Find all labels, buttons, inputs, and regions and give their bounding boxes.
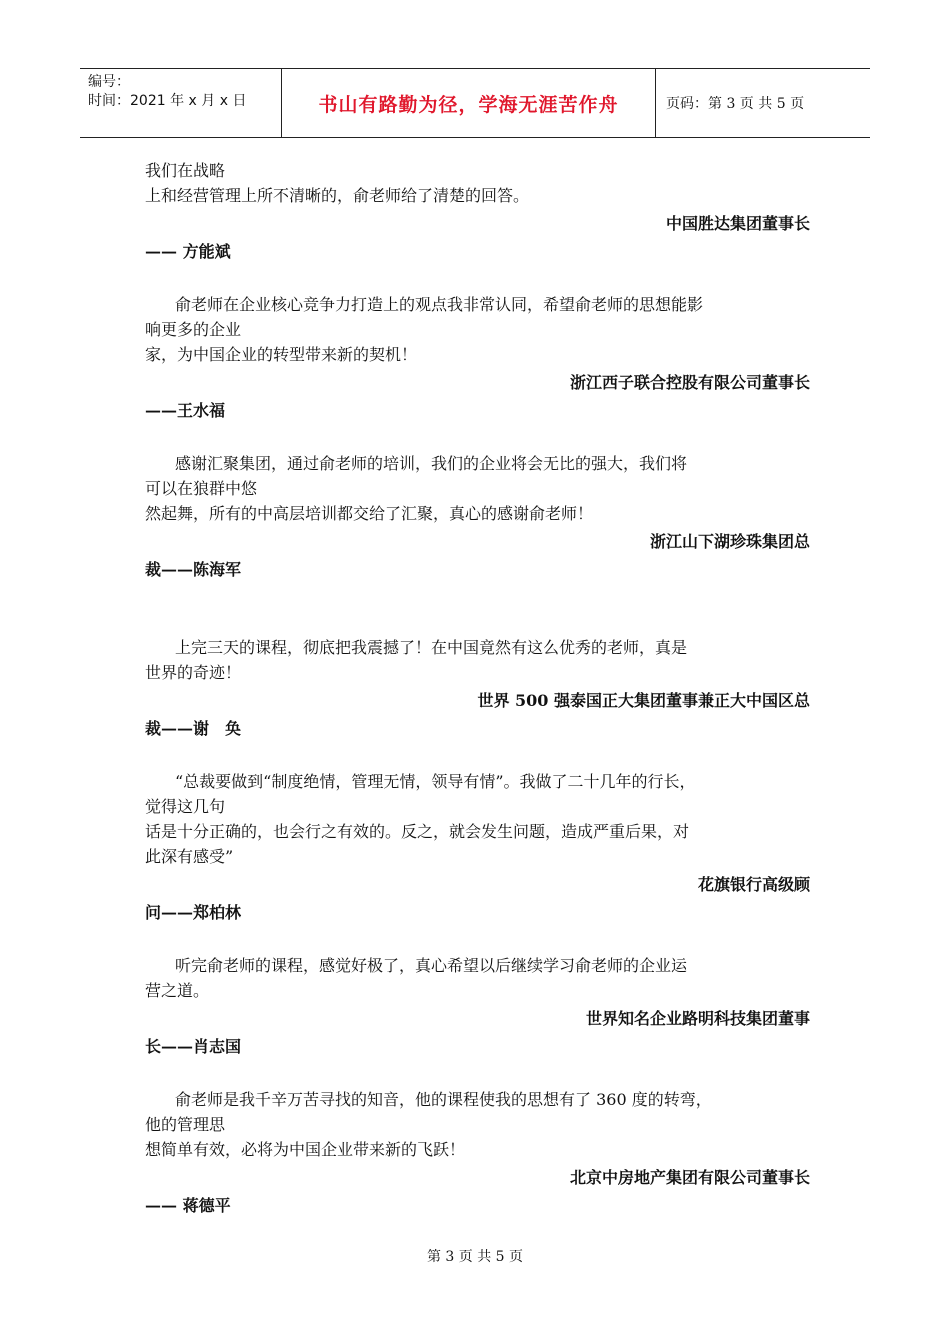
testimonial-line: 他的管理思 — [145, 1115, 226, 1134]
testimonial-title: 世界 500 强泰国正大集团董事兼正大中国区总 — [477, 691, 810, 710]
testimonial-line: 上完三天的课程，彻底把我震撼了！在中国竟然有这么优秀的老师，真是 — [175, 638, 688, 657]
page-footer: 第 3 页 共 5 页 — [426, 1249, 524, 1265]
testimonial-line: 觉得这几句 — [145, 797, 226, 816]
testimonial-line: 想简单有效，必将为中国企业带来新的飞跃！ — [145, 1140, 466, 1159]
page-header — [80, 68, 870, 138]
testimonial-line: 上和经营管理上所不清晰的，俞老师给了清楚的回答。 — [145, 186, 530, 205]
testimonial-title: 浙江西子联合控股有限公司董事长 — [569, 373, 810, 392]
testimonial-line: 响更多的企业 — [145, 320, 242, 339]
testimonial-author: 问——郑柏林 — [145, 903, 242, 922]
testimonial-title: 北京中房地产集团有限公司董事长 — [569, 1168, 810, 1187]
header-page-info: 页码：第 3 页 共 5 页 — [666, 96, 805, 112]
document-date: 时间：2021 年 x 月 x 日 — [88, 93, 247, 109]
testimonial-line: 可以在狼群中悠 — [145, 479, 258, 498]
testimonial-line: 营之道。 — [145, 981, 210, 1000]
testimonial-author: 裁——陈海军 — [145, 560, 242, 579]
testimonial-title: 世界知名企业路明科技集团董事 — [585, 1009, 810, 1028]
testimonial-author: 裁——谢 奂 — [145, 719, 242, 738]
testimonial-author: —— 蒋德平 — [145, 1196, 231, 1215]
testimonial — [145, 635, 810, 741]
testimonial-author: ——王水福 — [145, 401, 226, 420]
testimonials-body — [145, 158, 810, 1218]
document-number-label: 编号： — [88, 74, 130, 90]
testimonial-line: 听完俞老师的课程，感觉好极了，真心希望以后继续学习俞老师的企业运 — [175, 956, 688, 975]
testimonial — [145, 292, 810, 423]
testimonial-line: 此深有感受” — [145, 847, 234, 866]
testimonial-author: —— 方能斌 — [145, 242, 231, 261]
testimonial — [145, 1087, 810, 1218]
testimonial-line: 感谢汇聚集团，通过俞老师的培训，我们的企业将会无比的强大，我们将 — [175, 454, 688, 473]
testimonial-line: 然起舞，所有的中高层培训都交给了汇聚，真心的感谢俞老师！ — [145, 504, 594, 523]
testimonial-line: “总裁要做到“制度绝情，管理无情，领导有情”。我做了二十几年的行长， — [175, 772, 696, 791]
header-meta — [80, 69, 282, 137]
testimonial-title: 浙江山下湖珍珠集团总 — [649, 532, 810, 551]
testimonial-line: 世界的奇迹！ — [145, 663, 242, 682]
testimonial-line: 我们在战略 — [145, 161, 226, 180]
testimonial-title: 中国胜达集团董事长 — [665, 214, 810, 233]
testimonial-line: 俞老师在企业核心竞争力打造上的观点我非常认同，希望俞老师的思想能影 — [175, 295, 704, 314]
testimonial — [145, 953, 810, 1059]
testimonial-line: 话是十分正确的，也会行之有效的。反之，就会发生问题，造成严重后果，对 — [145, 822, 690, 841]
testimonial — [145, 451, 810, 582]
testimonial-line: 俞老师是我千辛万苦寻找的知音，他的课程使我的思想有了 360 度的转弯， — [175, 1090, 712, 1109]
testimonial-author: 长——肖志国 — [145, 1037, 242, 1056]
testimonial — [145, 769, 810, 925]
testimonial-title: 花旗银行高级顾 — [697, 875, 810, 894]
testimonial-line: 家，为中国企业的转型带来新的契机！ — [145, 345, 418, 364]
header-motto: 书山有路勤为径，学海无涯苦作舟 — [282, 69, 656, 137]
testimonial — [145, 158, 810, 264]
